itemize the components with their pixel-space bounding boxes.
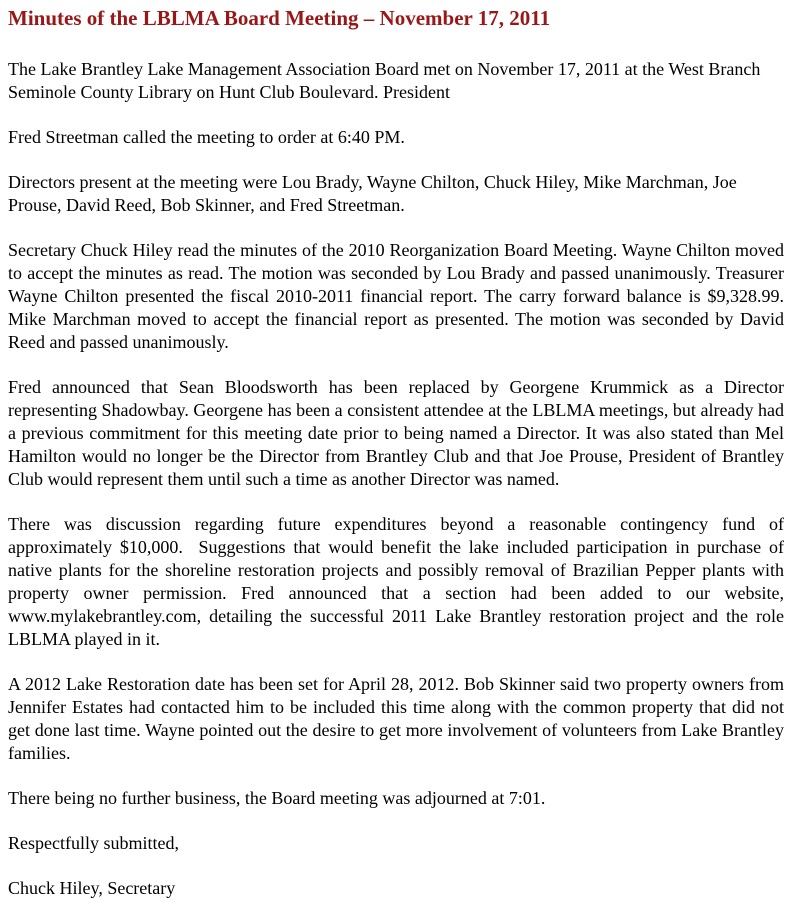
paragraph-minutes-and-financial-report: Secretary Chuck Hiley read the minutes of the 2010 Reorganization Board Meeting. Wayne Chilton moved to accept the minutes as read. The motion was seconded by Lou Brady and passed unanimously. Treasurer Wayne Chilton presented the fiscal 2010-2011 financial report. The carry forward balance is $9,328.99. Mike Marchman moved to accept the financial report as presented. The motion was seconded by David Reed and passed unanimously. — [8, 240, 784, 352]
closing-salutation: Respectfully submitted, — [8, 833, 179, 853]
document-title: Minutes of the LBLMA Board Meeting – November 17, 2011 — [8, 6, 551, 30]
paragraph-directors-present: Directors present at the meeting were Lou Brady, Wayne Chilton, Chuck Hiley, Mike Marchman, Joe Prouse, David Reed, Bob Skinner, and Fred Streetman. — [8, 172, 737, 215]
paragraph-meeting-intro: The Lake Brantley Lake Management Association Board met on November 17, 2011 at the West Branch Seminole County Library on Hunt Club Boulevard. President — [8, 59, 761, 102]
paragraph-expenditure-discussion: There was discussion regarding future expenditures beyond a reasonable contingency fund of approximately $10,000. Suggestions that would benefit the lake included participation in purchase of native plants for the shoreline restoration projects and possibly removal of Brazilian Pepper plants with property owner permission. Fred announced that a section had been added to our website, www.mylakebrantley.com, detailing the successful 2011 Lake Brantley restoration project and the role LBLMA played in it. — [8, 514, 784, 649]
paragraph-adjournment: There being no further business, the Board meeting was adjourned at 7:01. — [8, 788, 546, 808]
signature-line: Chuck Hiley, Secretary — [8, 878, 176, 898]
paragraph-2012-restoration: A 2012 Lake Restoration date has been set for April 28, 2012. Bob Skinner said two property owners from Jennifer Estates had contacted him to be included this time along with the common property that did not get done last time. Wayne pointed out the desire to get more involvement of volunteers from Lake Brantley families. — [8, 674, 784, 763]
paragraph-director-changes: Fred announced that Sean Bloodsworth has been replaced by Georgene Krummick as a Director representing Shadowbay. Georgene has been a consistent attendee at the LBLMA meetings, but already had a previous commitment for this meeting date prior to being named a Director. It was also stated than Mel Hamilton would no longer be the Director from Brantley Club and that Joe Prouse, President of Brantley Club would represent them until such a time as another Director was named. — [8, 377, 784, 489]
paragraph-call-to-order: Fred Streetman called the meeting to order at 6:40 PM. — [8, 127, 405, 147]
